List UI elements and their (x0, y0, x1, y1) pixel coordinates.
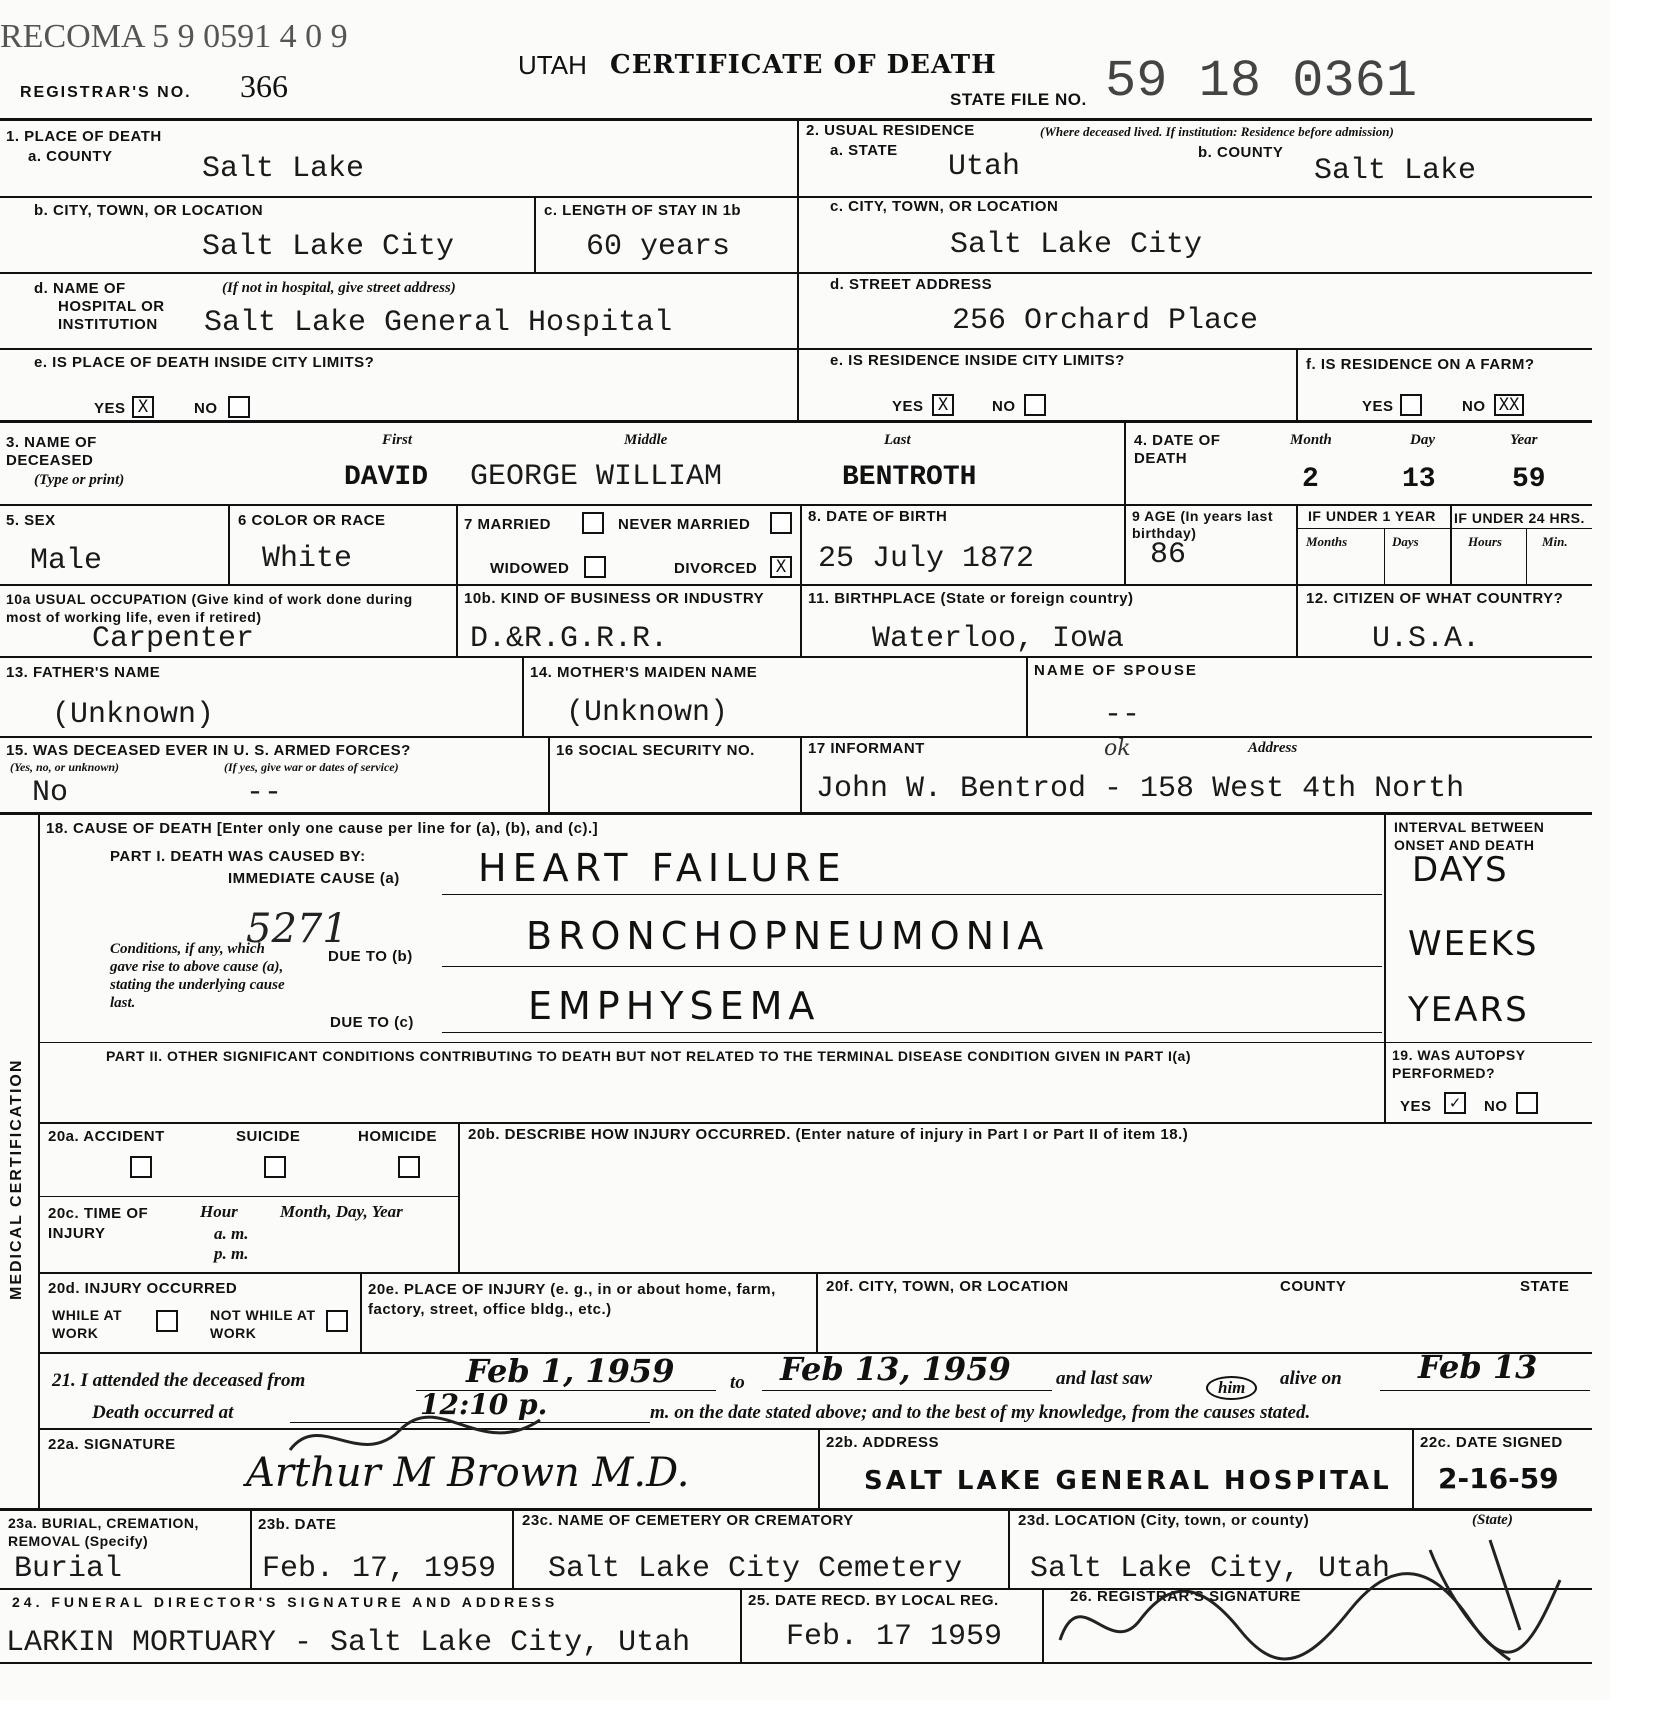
armed-sub-2: (If yes, give war or dates of service) (224, 760, 399, 774)
residence-street: 256 Orchard Place (952, 304, 1259, 338)
married-label: 7 MARRIED (464, 516, 552, 533)
deceased-name-label: 3. NAME OF DECEASED (6, 434, 97, 469)
month-label: Month (1290, 432, 1332, 448)
death-county: Salt Lake (202, 152, 365, 186)
injury-describe-label: 20b. DESCRIBE HOW INJURY OCCURRED. (Enter nature of injury in Part I or Part II of item 18.) (468, 1126, 1189, 1143)
deceased-middle-name: GEORGE WILLIAM (470, 460, 723, 494)
not-while-at-work-checkbox[interactable] (326, 1310, 348, 1332)
citizen: U.S.A. (1372, 622, 1481, 656)
place-of-death-label: 1. PLACE OF DEATH (6, 128, 162, 145)
birthplace: Waterloo, Iowa (872, 622, 1125, 656)
occupation-label: 10a USUAL OCCUPATION (Give kind of work done during most of working life, even if retired) (6, 591, 413, 625)
address-label: 22b. ADDRESS (826, 1434, 939, 1451)
never-married-label: NEVER MARRIED (618, 516, 751, 533)
state-file-label: STATE FILE NO. (950, 90, 1087, 109)
immediate-cause: HEART FAILURE (478, 846, 847, 890)
street-label: d. STREET ADDRESS (830, 276, 993, 293)
divorced-checkbox[interactable]: X (770, 556, 792, 578)
mother-name: (Unknown) (566, 696, 729, 730)
spouse-name: -- (1104, 698, 1141, 732)
residence-state: Utah (948, 150, 1021, 184)
autopsy-yes-label: YES (1400, 1098, 1432, 1115)
death-yes-label: YES (94, 400, 126, 417)
father-name: (Unknown) (52, 698, 215, 732)
registrar-label: REGISTRAR'S NO. (20, 84, 192, 101)
deceased-name-sub: (Type or print) (34, 472, 125, 488)
farm-no-label: NO (1462, 398, 1486, 415)
residence-inside-label: e. IS RESIDENCE INSIDE CITY LIMITS? (830, 352, 1125, 369)
part-2-label: PART II. OTHER SIGNIFICANT CONDITIONS CONTRIBUTING TO DEATH BUT NOT RELATED TO THE TERMINAL DISEASE CONDITION GIVEN IN PART I(a) (106, 1048, 1191, 1064)
sex: Male (30, 544, 103, 578)
burial-date: Feb. 17, 1959 (262, 1552, 497, 1586)
alive-on: Feb 13 (1418, 1348, 1538, 1386)
alive-on-label: alive on (1280, 1368, 1342, 1389)
residence-note: (Where deceased lived. If institution: Residence before admission) (1040, 124, 1394, 139)
injury-county-label: COUNTY (1280, 1278, 1347, 1295)
months-label: Months (1306, 534, 1348, 549)
min-label: Min. (1542, 534, 1568, 549)
occupation: Carpenter (92, 622, 255, 656)
mother-label: 14. MOTHER'S MAIDEN NAME (530, 664, 758, 681)
business-label: 10b. KIND OF BUSINESS OR INDUSTRY (464, 590, 765, 607)
father-label: 13. FATHER'S NAME (6, 664, 161, 681)
first-label: First (382, 432, 413, 448)
signature-label: 22a. SIGNATURE (48, 1436, 176, 1453)
attended-to: Feb 13, 1959 (780, 1350, 1011, 1388)
physician-signature: Arthur M Brown M.D. (246, 1450, 690, 1496)
day-label: Day (1410, 432, 1435, 448)
cause-of-death-label: 18. CAUSE OF DEATH [Enter only one cause per line for (a), (b), and (c).] (46, 820, 599, 837)
registrar-no: 366 (240, 68, 288, 104)
race: White (262, 542, 353, 576)
not-while-at-work-label: NOT WHILE AT WORK (210, 1307, 316, 1341)
hospital-name: Salt Lake General Hospital (204, 306, 673, 340)
due-to-b-label: DUE TO (b) (328, 948, 413, 965)
to-label: to (730, 1372, 745, 1393)
cemetery-name: Salt Lake City Cemetery (548, 1552, 963, 1586)
ssn-label: 16 SOCIAL SECURITY NO. (556, 742, 755, 759)
registrar-signature-scribble (1050, 1520, 1570, 1670)
residence-inside-no-checkbox[interactable] (1024, 394, 1046, 416)
place-of-injury-label: 20e. PLACE OF INJURY (e. g., in or about home, farm, factory, street, office bldg., etc.) (368, 1281, 776, 1318)
while-at-work-checkbox[interactable] (156, 1310, 178, 1332)
farm-no-checkbox[interactable]: XX (1494, 394, 1524, 416)
informant-address-label: Address (1248, 740, 1298, 756)
widowed-checkbox[interactable] (584, 556, 606, 578)
date-of-birth: 25 July 1872 (818, 542, 1035, 576)
date-signed: 2-16-59 (1438, 1462, 1559, 1495)
hours-label: Hours (1468, 534, 1502, 549)
hour-label: Hour (200, 1202, 238, 1221)
accident-label: 20a. ACCIDENT (48, 1128, 165, 1145)
divorced-label: DIVORCED (674, 560, 758, 577)
residence-county-label: b. COUNTY (1198, 144, 1284, 161)
residence-state-label: a. STATE (830, 142, 898, 159)
accident-checkbox[interactable] (130, 1156, 152, 1178)
physician-address: SALT LAKE GENERAL HOSPITAL (864, 1466, 1392, 1496)
state-file-no: 59 18 0361 (1105, 52, 1418, 111)
informant-note: ok (1104, 736, 1131, 761)
due-to-c: EMPHYSEMA (528, 984, 821, 1028)
informant: John W. Bentrod - 158 West 4th North (816, 772, 1465, 806)
injury-state-label: STATE (1520, 1278, 1570, 1295)
immediate-cause-label: IMMEDIATE CAUSE (a) (228, 870, 400, 887)
injury-occurred-label: 20d. INJURY OCCURRED (48, 1280, 238, 1297)
hospital-label-2: HOSPITAL OR (58, 298, 165, 315)
burial-method: Burial (14, 1552, 123, 1586)
year-label: Year (1510, 432, 1538, 448)
birth-label: 8. DATE OF BIRTH (808, 508, 948, 525)
autopsy-label: 19. WAS AUTOPSY PERFORMED? (1392, 1047, 1526, 1081)
medical-certification-label: MEDICAL CERTIFICATION (8, 1058, 25, 1300)
last-saw-label: and last saw (1056, 1368, 1153, 1389)
death-day: 13 (1402, 464, 1436, 495)
birthplace-label: 11. BIRTHPLACE (State or foreign country) (808, 590, 1134, 607)
age-label: 9 AGE (In years last birthday) (1132, 508, 1273, 541)
burial-method-label: 23a. BURIAL, CREMATION, REMOVAL (Specify) (8, 1515, 199, 1549)
physician-initials-scribble (280, 1410, 580, 1470)
usual-residence-label: 2. USUAL RESIDENCE (806, 122, 975, 139)
part-1-label: PART I. DEATH WAS CAUSED BY: (110, 848, 366, 865)
date-received-label: 25. DATE RECD. BY LOCAL REG. (748, 1592, 999, 1609)
location-state-label: (State) (1472, 1512, 1513, 1528)
inside-limits-label: e. IS PLACE OF DEATH INSIDE CITY LIMITS? (34, 354, 375, 371)
length-of-stay: 60 years (586, 230, 731, 264)
sex-label: 5. SEX (6, 512, 56, 529)
suicide-label: SUICIDE (236, 1128, 301, 1145)
interval-c: YEARS (1408, 990, 1529, 1030)
deceased-last-name: BENTROTH (842, 462, 977, 493)
death-inside-yes-checkbox[interactable]: X (132, 396, 154, 418)
interval-a: DAYS (1412, 850, 1509, 890)
mdy-label: Month, Day, Year (280, 1202, 403, 1221)
while-at-work-label: WHILE AT WORK (52, 1307, 123, 1341)
cause-code: 5271 (246, 906, 348, 952)
hospital-label: d. NAME OF (34, 280, 126, 297)
attended-label: 21. I attended the deceased from (52, 1370, 306, 1391)
him-circled: him (1206, 1376, 1257, 1400)
res-yes-label: YES (892, 398, 924, 415)
interval-b: WEEKS (1408, 924, 1539, 964)
homicide-checkbox[interactable] (398, 1156, 420, 1178)
record-stamp: RECOMA 5 9 0591 4 0 9 (0, 18, 348, 55)
residence-city-label: c. CITY, TOWN, OR LOCATION (830, 198, 1059, 215)
location-label: 23d. LOCATION (City, town, or county) (1018, 1512, 1310, 1529)
death-no-label: NO (194, 400, 218, 417)
suicide-checkbox[interactable] (264, 1156, 286, 1178)
race-label: 6 COLOR OR RACE (238, 512, 386, 529)
age: 86 (1150, 538, 1187, 572)
armed-sub-1: (Yes, no, or unknown) (10, 760, 120, 774)
due-to-c-label: DUE TO (c) (330, 1014, 414, 1031)
length-of-stay-label: c. LENGTH OF STAY IN 1b (544, 202, 742, 219)
burial-date-label: 23b. DATE (258, 1516, 337, 1533)
married-checkbox[interactable] (582, 512, 604, 534)
death-occurred-label: Death occurred at (92, 1402, 234, 1423)
last-label: Last (884, 432, 911, 448)
date-signed-label: 22c. DATE SIGNED (1420, 1434, 1563, 1451)
state-name: UTAH (518, 50, 587, 80)
residence-city: Salt Lake City (950, 228, 1203, 262)
certificate-title: CERTIFICATE OF DEATH (610, 50, 997, 80)
death-year: 59 (1512, 464, 1546, 495)
date-received: Feb. 17 1959 (786, 1620, 1003, 1654)
death-inside-no-checkbox[interactable] (228, 396, 250, 418)
farm-label: f. IS RESIDENCE ON A FARM? (1306, 356, 1535, 373)
res-no-label: NO (992, 398, 1016, 415)
registrar-signature-label: 26. REGISTRAR'S SIGNATURE (1070, 1588, 1301, 1605)
date-of-death-label: 4. DATE OF DEATH (1134, 432, 1221, 467)
homicide-label: HOMICIDE (358, 1128, 437, 1145)
death-time: 12:10 p. (420, 1388, 548, 1421)
under-1-year-label: IF UNDER 1 YEAR (1308, 508, 1436, 524)
county-label: a. COUNTY (28, 148, 113, 165)
middle-label: Middle (624, 432, 668, 448)
autopsy-yes-checkbox[interactable]: ✓ (1444, 1092, 1466, 1114)
days-label: Days (1392, 534, 1419, 549)
autopsy-no-label: NO (1484, 1098, 1508, 1115)
service-dates: -- (246, 776, 283, 810)
never-married-checkbox[interactable] (770, 512, 792, 534)
death-city: Salt Lake City (202, 230, 455, 264)
due-to-b: BRONCHOPNEUMONIA (526, 914, 1050, 958)
cemetery-label: 23c. NAME OF CEMETERY OR CREMATORY (522, 1512, 854, 1529)
widowed-label: WIDOWED (490, 560, 570, 577)
residence-county: Salt Lake (1314, 154, 1477, 188)
deceased-first-name: DAVID (344, 462, 429, 493)
funeral-director: LARKIN MORTUARY - Salt Lake City, Utah (6, 1626, 691, 1660)
autopsy-no-checkbox[interactable] (1516, 1092, 1538, 1114)
time-of-injury-label: 20c. TIME OF INJURY (48, 1205, 149, 1242)
interval-label: INTERVAL BETWEEN ONSET AND DEATH (1394, 819, 1545, 853)
injury-city-label: 20f. CITY, TOWN, OR LOCATION (826, 1278, 1069, 1295)
attestation-text: m. on the date stated above; and to the best of my knowledge, from the causes stated. (650, 1402, 1311, 1423)
farm-yes-label: YES (1362, 398, 1394, 415)
under-24-hrs-label: IF UNDER 24 HRS. (1454, 510, 1585, 526)
hospital-note: (If not in hospital, give street address) (222, 280, 456, 296)
informant-label: 17 INFORMANT (808, 740, 925, 757)
ampm-label: a. m. p. m. (214, 1224, 249, 1263)
farm-yes-checkbox[interactable] (1400, 394, 1422, 416)
conditions-label: Conditions, if any, which gave rise to above cause (a), stating the underlying cause last. (110, 941, 285, 1011)
burial-location: Salt Lake City, Utah (1030, 1552, 1391, 1586)
attended-from: Feb 1, 1959 (466, 1352, 675, 1390)
armed-forces: No (32, 776, 69, 810)
city-label: b. CITY, TOWN, OR LOCATION (34, 202, 264, 219)
business: D.&R.G.R.R. (470, 622, 669, 656)
death-month: 2 (1302, 464, 1319, 495)
hospital-label-3: INSTITUTION (58, 316, 158, 333)
residence-inside-yes-checkbox[interactable]: X (932, 394, 954, 416)
spouse-label: NAME OF SPOUSE (1034, 662, 1198, 679)
armed-forces-label: 15. WAS DECEASED EVER IN U. S. ARMED FORCES? (6, 742, 411, 759)
citizen-label: 12. CITIZEN OF WHAT COUNTRY? (1306, 590, 1564, 607)
funeral-director-label: 24. FUNERAL DIRECTOR'S SIGNATURE AND ADDRESS (12, 1594, 559, 1610)
